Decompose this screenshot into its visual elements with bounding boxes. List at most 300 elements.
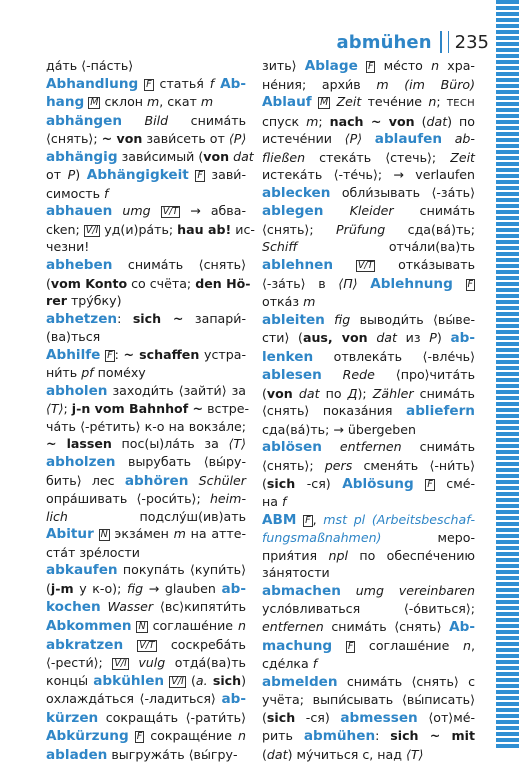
translation-text: снима́ть (393, 203, 475, 219)
translation-text: со счёта; (127, 275, 196, 291)
italic-label: fig (334, 311, 351, 327)
italic-label: pers (324, 458, 353, 474)
headword: machung (262, 637, 333, 654)
translation-text: запари́- (183, 310, 246, 326)
translation-text: : (117, 310, 133, 326)
translation-text: не́ния; архи́в (262, 76, 377, 92)
translation-text: соскреба́ть (156, 636, 246, 652)
italic-label: entfernen (262, 618, 324, 634)
headword: hang (46, 94, 85, 111)
bold-phrase: vom Konto (50, 275, 128, 291)
italic-label: m (303, 294, 316, 310)
entry-line (46, 130, 246, 148)
translation-text: отча́ли(ва)ть (297, 239, 475, 255)
grammar-box: V/I (114, 658, 127, 670)
italic-label: Wasser (107, 599, 154, 615)
translation-text: поме́ху (93, 365, 146, 381)
grammar-box: N (100, 529, 108, 541)
headword: Abitur (46, 526, 94, 543)
italic-label: Kleider (349, 203, 394, 219)
bold-phrase: aus, von (302, 330, 368, 346)
translation-text (123, 637, 137, 652)
translation-text: устра- (199, 346, 246, 362)
translation-text (362, 131, 375, 146)
entry-line (262, 600, 475, 618)
italic-label: n (238, 728, 246, 744)
italic-label: pf (81, 365, 94, 381)
entry-line (46, 310, 246, 329)
entry-line (262, 493, 475, 511)
header-word: abmühen (336, 31, 432, 53)
italic-label: ⟨T⟩ (228, 436, 246, 452)
translation-text (333, 257, 356, 272)
translation-text: снима́ть (168, 112, 246, 128)
entry-line (262, 93, 475, 113)
italic-label: n (238, 617, 246, 633)
translation-text: стека́ть ⟨стечь⟩; (305, 149, 451, 165)
entry-line (46, 690, 246, 709)
entry-line (262, 348, 475, 367)
translation-text: опра́шивать ⟨-роси́ть⟩; (46, 491, 210, 507)
translation-text: бить⟩ лес (46, 472, 125, 488)
translation-text: отка́з (262, 294, 304, 310)
bold-phrase: hau ab! (177, 221, 232, 237)
translation-text: да́ть ⟨-па́сть⟩ (46, 58, 134, 73)
entry-line (262, 166, 475, 184)
translation-text: из (396, 330, 430, 346)
translation-text: : (114, 346, 124, 362)
translation-text: → glauben (143, 580, 222, 596)
translation-text: ⟨от⟩ме́- (417, 709, 476, 725)
grammar-box: M (90, 97, 99, 109)
headword: abhängen (46, 112, 123, 129)
translation-text: -ся) (295, 475, 343, 491)
translation-text (332, 638, 346, 653)
italic-label: P (429, 330, 437, 346)
italic-label: dat (426, 113, 448, 129)
translation-text: ; (318, 113, 330, 129)
headword: abkaufen (46, 562, 118, 579)
entry-line (262, 238, 475, 256)
headword: ablegen (262, 203, 324, 220)
translation-text: отда́(ва)ть (165, 655, 246, 671)
entry-line (46, 346, 246, 365)
italic-label: fig (126, 580, 144, 596)
entry-line (262, 709, 475, 728)
entry-line (262, 438, 475, 457)
translation-text: за́нятости (262, 565, 330, 581)
entry-line (262, 76, 475, 94)
entry-line (262, 582, 475, 601)
italic-label: vulg (138, 655, 166, 671)
italic-label: Zähler (372, 385, 414, 401)
bold-phrase: sich ~ (132, 310, 184, 326)
bold-phrase: ~ lassen (46, 436, 112, 452)
grammar-box: F (146, 78, 152, 90)
italic-label: dat (298, 385, 320, 401)
translation-text: ) (436, 330, 451, 346)
bold-phrase: sich (266, 475, 296, 491)
italic-label: Schiff (262, 239, 298, 255)
translation-text: экза́мен (109, 526, 174, 542)
translation-text: ⟨про⟩чита́ть (374, 367, 475, 383)
entry-line (46, 328, 246, 346)
headword: ab- (450, 330, 475, 347)
entry-line (46, 256, 246, 275)
italic-label: m (173, 526, 186, 542)
headword: ablaufen (374, 131, 443, 148)
translation-text: чезни! (46, 239, 90, 255)
header-rule-thin (448, 31, 449, 53)
translation-text: ); (357, 385, 373, 401)
grammar-box: F (197, 170, 203, 182)
translation-text: покупа́ть ⟨купи́ть⟩ (117, 562, 246, 578)
translation-text: соглаше́ние (147, 617, 238, 633)
italic-label: n (428, 94, 437, 110)
entry-line (262, 293, 475, 311)
translation-text: , (312, 511, 324, 527)
italic-label: Bild (144, 112, 169, 128)
translation-text: пос(ы)ла́ть за (111, 436, 229, 452)
translation-text: уд(и)ра́ть; (100, 221, 178, 237)
translation-text: зить⟩ (262, 58, 305, 73)
headword: ablesen (262, 367, 322, 384)
translation-text (358, 58, 366, 73)
left-column (46, 57, 255, 764)
grammar-box: F (368, 61, 374, 72)
entry-line (262, 329, 475, 348)
translation-text: рить (262, 728, 304, 744)
translation-text: ( (414, 113, 427, 129)
grammar-box: V/T (357, 260, 374, 272)
entry-line (46, 112, 246, 131)
bold-phrase: den Hö- (195, 275, 251, 291)
bold-phrase: sich (266, 709, 296, 725)
entry-line (262, 673, 475, 692)
translation-text: → абва- (180, 203, 246, 219)
right-column (262, 57, 475, 763)
entry-line (262, 746, 475, 764)
translation-text (322, 367, 343, 382)
translation-text: по обеспе́чению (347, 547, 475, 563)
usage-label: mst pl (Arbeitsbeschaf- (323, 511, 475, 527)
translation-text: истека́ть ⟨-те́чь⟩; → verlaufen (262, 167, 475, 183)
translation-text: ⟨-рести́⟩; (46, 655, 113, 671)
headword: abhängig (46, 148, 118, 165)
translation-text: охлажда́ться ⟨-ладиться⟩ (46, 691, 222, 707)
translation-text: ; (436, 94, 447, 110)
translation-text: : (375, 728, 391, 744)
translation-text: ⟨снять⟩; (262, 221, 337, 237)
translation-text (188, 473, 198, 488)
translation-text: статья́ (153, 75, 210, 91)
bold-phrase: j-n vom Bahnhof ~ (71, 401, 204, 417)
bold-phrase: sich (212, 672, 242, 688)
translation-text: ⟨снять⟩ показа́ния (262, 403, 407, 419)
translation-text: cken; (46, 221, 84, 237)
translation-text: снима́ть ⟨снять⟩ с (337, 673, 475, 689)
entry-line (262, 202, 475, 221)
entry-line (46, 57, 246, 75)
entry-line (46, 185, 246, 203)
translation-text (101, 599, 108, 614)
translation-text: спуск (262, 113, 307, 129)
translation-text (368, 330, 377, 345)
headword: lenken (262, 348, 314, 365)
translation-text (325, 312, 334, 327)
translation-text (296, 512, 303, 527)
italic-label: f (281, 494, 287, 510)
entry-line (46, 727, 246, 746)
italic-label: dat (376, 330, 397, 346)
translation-text: ( (262, 709, 267, 725)
translation-text: у к-о); (73, 580, 127, 596)
headword: abheben (46, 257, 113, 274)
headword: abhören (124, 472, 189, 489)
translation-text: снима́ть (413, 385, 475, 401)
italic-label: m (147, 94, 160, 110)
italic-label: umg (122, 203, 151, 219)
thumb-index-tab (496, 0, 519, 750)
italic-label: Zeit (336, 94, 362, 110)
entry-line (46, 238, 246, 256)
headword: ablecken (262, 184, 331, 201)
italic-label: heim- (209, 491, 246, 507)
translation-text: ⟨вс⟩кипяти́ть (153, 599, 246, 615)
headword: abmachen (262, 582, 341, 599)
bold-phrase: j-m (50, 580, 74, 596)
bold-phrase: nach ~ von (329, 113, 415, 129)
headword: kochen (46, 599, 101, 616)
entry-line (262, 618, 475, 637)
translation-text (189, 167, 196, 182)
translation-text (442, 131, 455, 146)
entry-line (262, 727, 475, 746)
translation-text: ис- (231, 221, 255, 237)
translation-text: прия́тия (262, 547, 329, 563)
entry-line (46, 580, 246, 599)
entry-line (46, 221, 255, 239)
headword: kürzen (46, 709, 99, 726)
bold-phrase: ~ schaffen (123, 346, 200, 362)
italic-label: ⟨P⟩ (228, 131, 247, 147)
translation-text (129, 655, 139, 670)
entry-line (46, 453, 246, 472)
translation-text: отка́зывать (375, 257, 475, 273)
italic-label: entfernen (339, 439, 402, 455)
italic-label: Zeit (450, 149, 475, 165)
translation-text: подслу́ш(ив)ать (67, 508, 246, 524)
usage-label: fungsmaßnahmen) (262, 530, 382, 546)
translation-text: (ва)ться (46, 329, 101, 345)
headword: Ablauf (262, 94, 312, 111)
headword: Abhängigkeit (86, 167, 189, 184)
translation-text: сти⟩ ( (262, 330, 303, 346)
translation-text: на (262, 494, 282, 510)
translation-text: ста́т зре́лости (46, 544, 140, 560)
page-number: 235 (454, 31, 489, 53)
translation-text: учёта; выпи́сывать ⟨вы́писать⟩ (262, 692, 475, 708)
headword: Abhandlung (46, 75, 139, 92)
translation-text: выводи́ть ⟨вы́ве- (350, 311, 475, 327)
italic-label: n (463, 637, 471, 653)
italic-label: n (431, 58, 440, 73)
translation-text: зави́симый ( (117, 148, 204, 164)
translation-text: сокраще́ние (144, 728, 239, 744)
translation-text: ( (262, 385, 267, 401)
translation-text: ⟨-за́ть⟩ в (262, 275, 339, 291)
entry-line (262, 421, 475, 439)
entry-line (262, 311, 475, 330)
translation-text: встре- (203, 401, 250, 417)
entry-line (46, 418, 246, 436)
italic-label: Prüfung (336, 221, 386, 237)
subject-label: TECH (446, 98, 475, 110)
entry-line (262, 402, 475, 421)
entry-line (46, 382, 246, 401)
grammar-box: F (107, 349, 113, 361)
translation-text: сда(ва́)ть; (385, 221, 475, 237)
grammar-box: V/T (162, 206, 179, 218)
headword: abholzen (46, 454, 116, 471)
headword: abhetzen (46, 310, 118, 327)
grammar-box: F (347, 640, 354, 652)
grammar-box: V/T (139, 639, 155, 651)
translation-text: ) по (447, 113, 475, 129)
italic-label: ab- (454, 131, 475, 147)
italic-label: ⟨П⟩ (338, 275, 358, 291)
italic-label: umg vereinbaren (355, 582, 475, 598)
translation-text (323, 203, 349, 218)
headword: abmessen (340, 709, 418, 726)
translation-text: -ся) (295, 709, 341, 725)
translation-text: ( (185, 672, 196, 688)
headword: ableiten (262, 311, 325, 328)
grammar-box: M (319, 97, 329, 109)
headword: Ablehnung (370, 275, 453, 292)
headword: Abhilfe (46, 346, 101, 363)
headword: ablehnen (262, 257, 334, 274)
translation-text: сме́- (434, 475, 475, 491)
entry-line (262, 511, 475, 530)
entry-line (46, 672, 246, 691)
entry-line (262, 385, 475, 403)
translation-text: ( (262, 475, 267, 491)
grammar-box: F (427, 478, 433, 490)
translation-text: ( (46, 580, 51, 596)
italic-label: dat (233, 148, 254, 164)
entry-line (46, 166, 246, 185)
translation-text (112, 203, 122, 218)
entry-line (262, 475, 475, 494)
bold-phrase: sich ~ mit (390, 728, 475, 744)
italic-label: lich (46, 508, 68, 524)
headword: ab- (221, 691, 246, 708)
italic-label: Д (347, 385, 358, 401)
bold-phrase: ~ von (101, 131, 143, 147)
translation-text: ) (75, 167, 87, 183)
translation-text: склон (100, 94, 148, 110)
translation-text: истече́нии (262, 131, 345, 147)
entry-line (46, 544, 246, 562)
italic-label: f (312, 656, 318, 672)
entry-line (46, 275, 251, 293)
translation-text: ⟨снять⟩; (262, 458, 325, 474)
headword: Ablösung (342, 475, 414, 492)
italic-label: a. (195, 672, 208, 688)
entry-line (262, 564, 475, 582)
translation-text: выгружа́ть ⟨вы́гру- (107, 746, 238, 762)
italic-label: m (im Büro) (376, 76, 475, 92)
headword: abholen (46, 382, 108, 399)
translation-text: снима́ть ⟨снять⟩ (112, 257, 246, 273)
translation-text: хра- (439, 58, 475, 73)
entry-line (262, 256, 475, 275)
grammar-box: F (136, 731, 143, 743)
entry-line (262, 130, 475, 149)
translation-text: ) му́читься с, над (287, 746, 406, 762)
italic-label: dat (266, 746, 288, 762)
bold-phrase: rer (46, 293, 67, 309)
entry-line (46, 202, 246, 221)
italic-label: Rede (342, 367, 375, 383)
translation-text: ча́ть ⟨-ре́тить⟩ к-о на вокза́ле; (46, 418, 246, 434)
italic-label: Schüler (198, 472, 246, 488)
headword: abkühlen (93, 672, 165, 689)
entry-line (46, 508, 246, 526)
running-head (337, 30, 490, 54)
translation-text: концы́ (46, 672, 94, 688)
translation-text: соглаше́ние (355, 637, 463, 653)
translation-text: снима́ть ⟨снять⟩ (323, 618, 450, 634)
italic-label: ⟨T⟩ (46, 401, 64, 417)
translation-text: усло́вливаться ⟨-о́виться⟩; (262, 601, 475, 617)
entry-line (46, 292, 246, 310)
entry-line (46, 472, 246, 491)
translation-text (453, 276, 466, 291)
entry-line (262, 221, 475, 239)
headword: ablösen (262, 439, 322, 456)
translation-text: на атте- (185, 526, 247, 542)
entry-line (46, 148, 254, 167)
entry-line (46, 636, 246, 655)
translation-text (122, 113, 144, 128)
headword: abmelden (262, 673, 338, 690)
entry-line (46, 746, 246, 764)
entry-line (46, 709, 246, 728)
italic-label: fließen (262, 149, 306, 165)
headword: abliefern (406, 403, 475, 420)
headword: ab- (221, 580, 246, 597)
entry-line (262, 655, 475, 673)
entry-line (46, 525, 246, 544)
entry-line (262, 529, 475, 547)
headword: Ab- (220, 75, 246, 92)
entry-line (46, 598, 246, 617)
bold-phrase: von (203, 148, 230, 164)
translation-text: зави́сеть от (142, 131, 229, 147)
translation-text: тече́ние (361, 94, 429, 110)
entry-line (262, 366, 475, 385)
translation-text: , скат (159, 94, 201, 110)
headword: ABM (262, 511, 297, 528)
entry-line (46, 490, 246, 508)
translation-text: меро- (381, 530, 475, 546)
translation-text: от (46, 167, 68, 183)
grammar-box: V/I (171, 675, 184, 687)
translation-text: снима́ть (401, 439, 475, 455)
translation-text: ни́ть (46, 365, 82, 381)
